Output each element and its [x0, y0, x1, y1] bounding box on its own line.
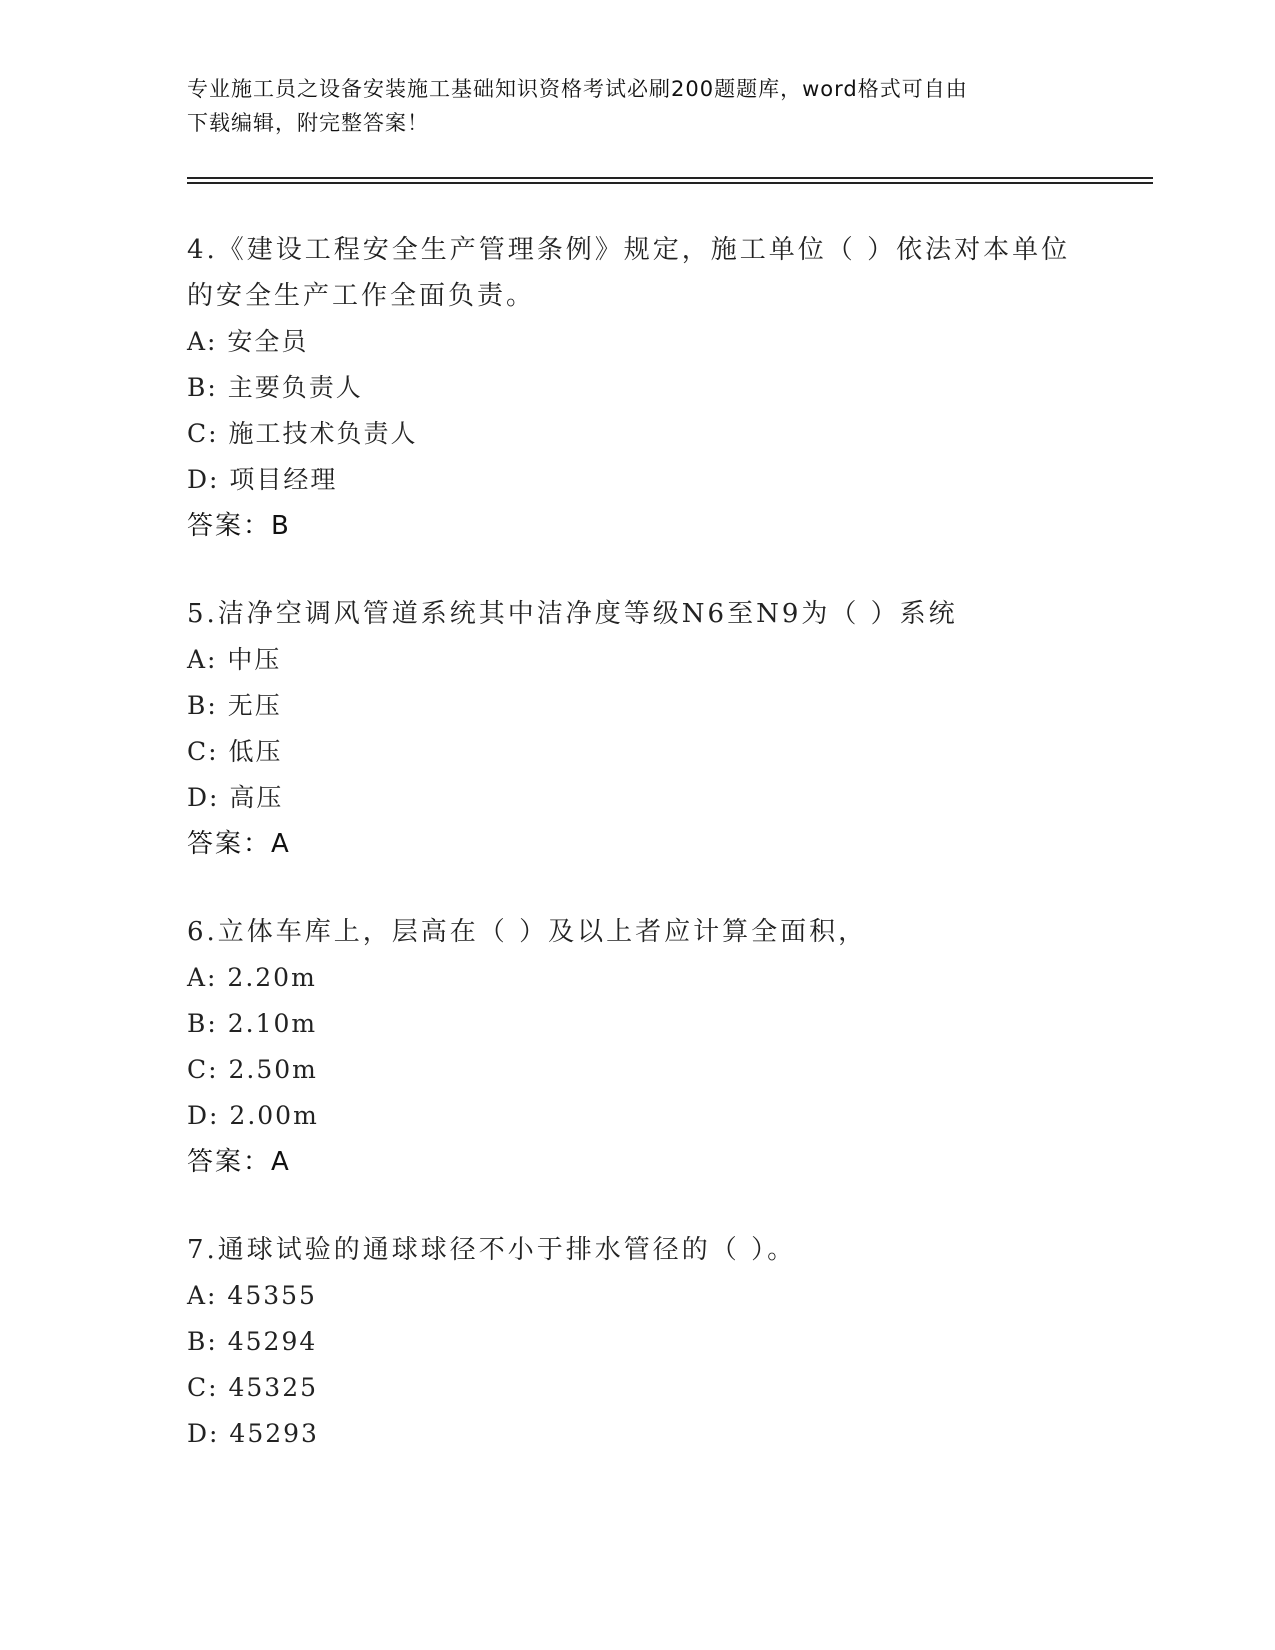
option-d: D: 2.00m: [187, 1101, 319, 1130]
header-divider-top: [187, 177, 1153, 179]
option-c: C: 施工技术负责人: [187, 419, 418, 448]
header-line-1: 专业施工员之设备安装施工基础知识资格考试必刷200题题库，word格式可自由: [187, 77, 968, 101]
question-text: 4.《建设工程安全生产管理条例》规定，施工单位（ ）依法对本单位 的安全生产工作全面负责。: [187, 235, 1071, 311]
option-a: A: 45355: [187, 1281, 317, 1310]
question-5: [187, 591, 1087, 867]
answer-label: 答案：B: [187, 511, 291, 541]
question-text: 7.通球试验的通球球径不小于排水管径的（ ）。: [187, 1235, 797, 1265]
option-b: B: 45294: [187, 1327, 318, 1356]
option-a: A: 中压: [187, 645, 282, 674]
option-b: B: 2.10m: [187, 1009, 318, 1038]
question-list: [187, 227, 1087, 1499]
question-6: [187, 909, 1087, 1185]
option-c: C: 45325: [187, 1373, 319, 1402]
document-header: [187, 72, 1087, 140]
option-c: C: 低压: [187, 737, 283, 766]
answer-label: 答案：A: [187, 1147, 291, 1177]
question-7: [187, 1227, 1087, 1457]
option-b: B: 无压: [187, 691, 282, 720]
answer-label: 答案：A: [187, 829, 291, 859]
header-divider-bottom: [187, 182, 1153, 184]
question-text: 6.立体车库上，层高在（ ）及以上者应计算全面积，: [187, 917, 868, 947]
option-d: D: 高压: [187, 783, 284, 812]
question-text: 5.洁净空调风管道系统其中洁净度等级N6至N9为（ ）系统: [187, 599, 958, 629]
option-c: C: 2.50m: [187, 1055, 318, 1084]
option-a: A: 2.20m: [187, 963, 317, 992]
question-4: [187, 227, 1087, 549]
option-d: D: 45293: [187, 1419, 319, 1448]
option-b: B: 主要负责人: [187, 373, 363, 402]
header-line-2: 下载编辑，附完整答案！: [187, 111, 429, 135]
option-d: D: 项目经理: [187, 465, 338, 494]
option-a: A: 安全员: [187, 327, 309, 356]
